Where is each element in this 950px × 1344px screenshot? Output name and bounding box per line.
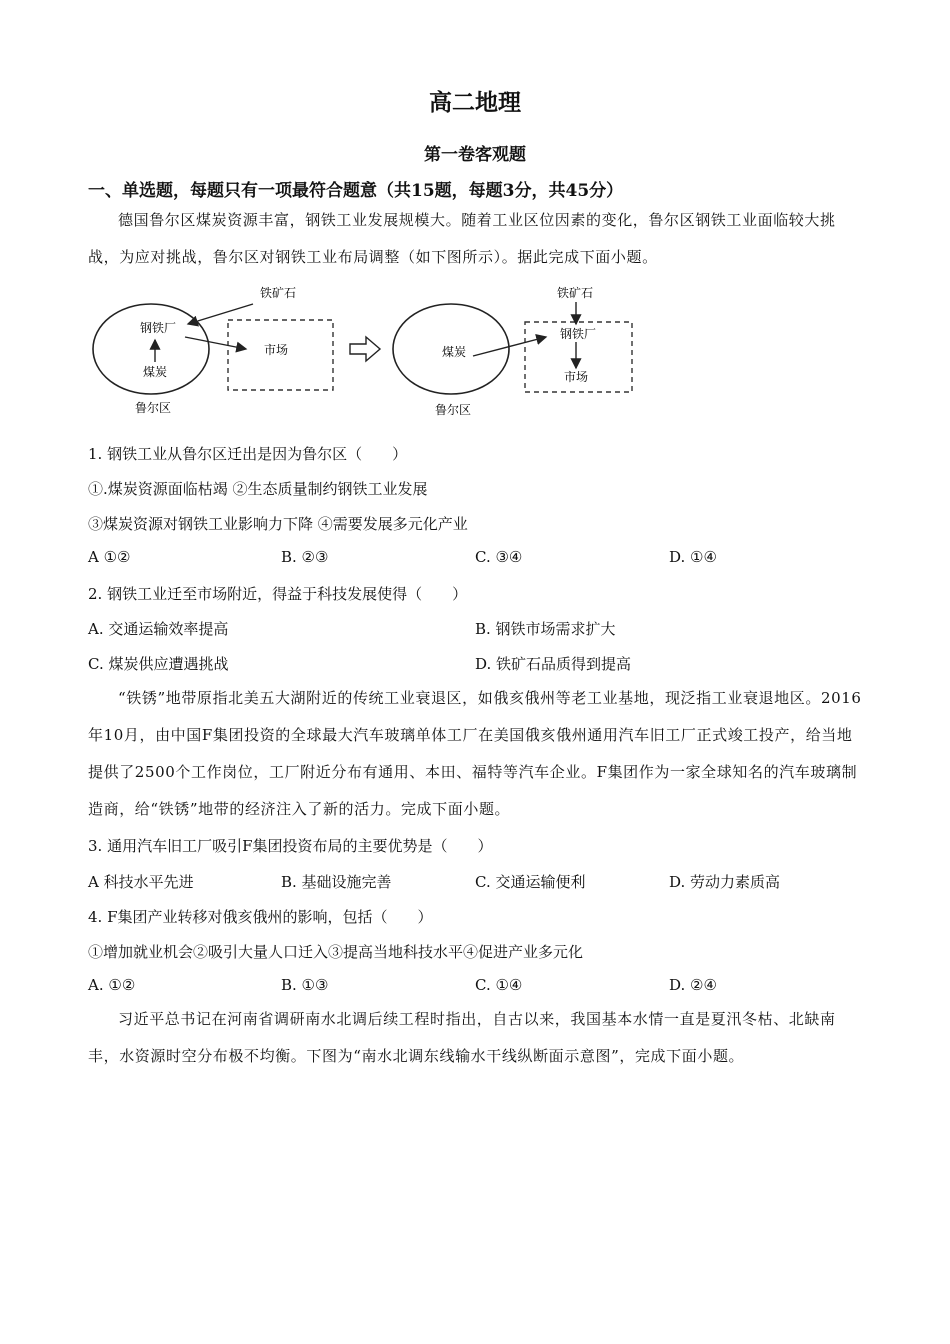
q2-option-c[interactable]: C. 煤炭供应遭遇挑战: [88, 655, 229, 673]
q4-option-d[interactable]: D. ②④: [669, 976, 717, 994]
q3-option-c[interactable]: C. 交通运输便利: [475, 873, 586, 891]
q4-stem: 4. F集团产业转移对俄亥俄州的影响，包括（ ）: [88, 908, 433, 926]
label-coal-right: 煤炭: [441, 345, 467, 359]
q1-option-d[interactable]: D. ①④: [669, 548, 717, 566]
label-market-left: 市场: [263, 343, 289, 357]
label-iron-right: 铁矿石: [556, 286, 594, 300]
q3-option-a[interactable]: A 科技水平先进: [88, 873, 194, 891]
q1-option-b[interactable]: B. ②③: [281, 548, 329, 566]
label-region-right: 鲁尔区: [434, 403, 472, 417]
arrow-iron-to-steel: [188, 304, 253, 324]
label-market-right: 市场: [563, 370, 589, 384]
label-steel-right: 钢铁厂: [559, 327, 597, 341]
arrow-steel-to-market: [185, 337, 246, 349]
industry-layout-diagram: [88, 282, 648, 422]
q1-option-c[interactable]: C. ③④: [475, 548, 523, 566]
transition-arrow-icon: [350, 337, 380, 361]
q2-option-d[interactable]: D. 铁矿石品质得到提高: [475, 655, 632, 673]
q4-statements: ①增加就业机会②吸引大量人口迁入③提高当地科技水平④促进产业多元化: [88, 943, 584, 961]
page-title: 高二地理: [429, 89, 521, 116]
q3-stem: 3. 通用汽车旧工厂吸引F集团投资布局的主要优势是（ ）: [88, 837, 493, 855]
q3-option-d[interactable]: D. 劳动力素质高: [669, 873, 781, 891]
section-heading: 一、单选题，每题只有一项最符合题意（共15题，每题3分，共45分）: [88, 181, 624, 201]
part-title: 第一卷客观题: [424, 145, 526, 165]
ruhr-region-left: [93, 304, 209, 394]
q1-option-a[interactable]: A ①②: [88, 548, 131, 566]
label-coal-left: 煤炭: [142, 365, 168, 379]
q3-option-b[interactable]: B. 基础设施完善: [281, 873, 392, 891]
label-region-left: 鲁尔区: [134, 401, 172, 415]
q2-stem: 2. 钢铁工业迁至市场附近，得益于科技发展使得（ ）: [88, 585, 468, 603]
q4-option-c[interactable]: C. ①④: [475, 976, 523, 994]
label-steel-left: 钢铁厂: [139, 321, 177, 335]
q1-stem: 1. 钢铁工业从鲁尔区迁出是因为鲁尔区（ ）: [88, 445, 408, 463]
passage-ruhr: 德国鲁尔区煤炭资源丰富，钢铁工业发展规模大。随着工业区位因素的变化，鲁尔区钢铁工业面临较大挑战，为应对挑战，鲁尔区对钢铁工业布局调整（如下图所示）。据此完成下面小题。: [88, 211, 836, 266]
passage-rust-belt: “铁锈”地带原指北美五大湖附近的传统工业衰退区，如俄亥俄州等老工业基地，现泛指工业衰退地区。2016年10月，由中国F集团投资的全球最大汽车玻璃单体工厂在美国俄亥俄州通用汽车旧工厂正式竣工投产，给当地提供了2500个工作岗位，工厂附近分布有通用、本田、福特等汽车企业。F集团作为一家全球知名的汽车玻璃制造商，给“铁锈”地带的经济注入了新的活力。完成下面小题。: [88, 689, 862, 818]
q2-option-a[interactable]: A. 交通运输效率提高: [88, 620, 229, 638]
q4-option-a[interactable]: A. ①②: [88, 976, 136, 994]
q4-option-b[interactable]: B. ①③: [281, 976, 329, 994]
label-iron-left: 铁矿石: [259, 286, 297, 300]
passage-water-transfer: 习近平总书记在河南省调研南水北调后续工程时指出，自古以来，我国基本水情一直是夏汛冬枯、北缺南丰，水资源时空分布极不均衡。下图为“南水北调东线输水干线纵断面示意图”，完成下面小题。: [88, 1010, 836, 1065]
q2-option-b[interactable]: B. 钢铁市场需求扩大: [475, 620, 616, 638]
q1-statement-1: ①.煤炭资源面临枯竭 ②生态质量制约钢铁工业发展: [88, 480, 428, 498]
q1-statement-2: ③煤炭资源对钢铁工业影响力下降 ④需要发展多元化产业: [88, 515, 468, 533]
